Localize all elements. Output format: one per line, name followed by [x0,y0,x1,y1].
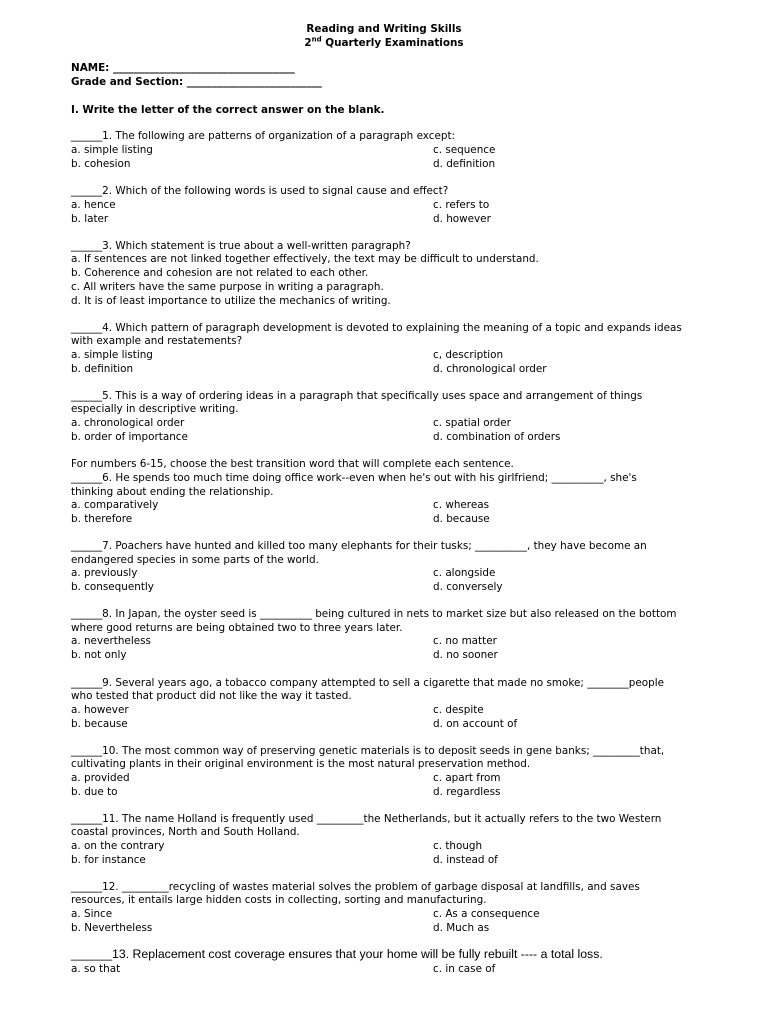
choice-c: c. no matter [433,635,497,647]
question-stem: ______4. Which pattern of paragraph development is devoted to explaining the meaning of a topic and expands ideas [71,322,682,334]
question-stem: ______5. This is a way of ordering ideas in a paragraph that specifically uses space and arrangement of things [71,390,643,402]
question-stem-cont: with example and restatements? [71,335,243,347]
choice-b: b. order of importance [71,431,188,443]
choice-a: a. comparatively [71,499,159,511]
question-stem: ______1. The following are patterns of organization of a paragraph except: [71,130,456,142]
choice-d: d. no sooner [433,649,498,661]
choice-b: b. therefore [71,513,133,525]
question-stem-cont: endangered species in some parts of the world. [71,554,319,566]
choice-d: d. regardless [433,786,501,798]
question-stem-cont: cultivating plants in their original environment is the most natural preservation method. [71,758,531,770]
choice-d: d. because [433,513,490,525]
question-stem: ______3. Which statement is true about a well-written paragraph? [71,240,411,252]
choice-d: d. definition [433,158,496,170]
question-stem: ______11. The name Holland is frequently used _________the Netherlands, but it actually refers to the two Western [71,813,662,825]
choice-d: d. chronological order [433,363,547,375]
choice-a: a. previously [71,567,138,579]
choice-c: c, description [433,349,504,361]
choice-c: c. spatial order [433,417,511,429]
choice-c: c. All writers have the same purpose in writing a paragraph. [71,281,384,293]
question-stem: ______2. Which of the following words is used to signal cause and effect? [71,185,449,197]
choice-a: a. simple listing [71,349,153,361]
choice-b: b. not only [71,649,127,661]
choice-b: b. consequently [71,581,154,593]
choice-a: a. nevertheless [71,635,151,647]
question-stem-cont: where good returns are being obtained two to three years later. [71,622,403,634]
exam-title: Reading and Writing Skills [306,23,462,35]
choice-d: d. combination of orders [433,431,561,443]
choice-d: d. It is of least importance to utilize the mechanics of writing. [71,295,391,307]
question-stem-cont: especially in descriptive writing. [71,403,239,415]
question-stem: ______7. Poachers have hunted and killed too many elephants for their tusks; __________, they have become an [71,540,647,552]
choice-a: a. provided [71,772,130,784]
question-stem: ______6. He spends too much time doing office work--even when he's out with his girlfriend; __________, she's [71,472,637,484]
choice-c: c. in case of [433,963,496,975]
subtitle-ordinal: 2 [304,37,312,49]
choice-d: d. instead of [433,854,498,866]
choice-a: a. If sentences are not linked together effectively, the text may be difficult to understand. [71,253,539,265]
choice-a: a. Since [71,908,113,920]
choice-b: b. because [71,718,128,730]
choice-a: a. so that [71,963,121,975]
question-stem: ______8. In Japan, the oyster seed is __________ being cultured in nets to market size but also released on the bottom [71,608,677,620]
subtitle-superscript: nd [311,35,322,44]
choice-d: d. however [433,213,491,225]
question-stem-cont: who tested that product did not like the way it tasted. [71,690,352,702]
choice-a: a. on the contrary [71,840,165,852]
question-stem: ______9. Several years ago, a tobacco company attempted to sell a cigarette that made no smoke; ________people [71,677,664,689]
question-stem: ______12. _________recycling of wastes material solves the problem of garbage disposal at landfills, and saves [71,881,640,893]
question-stem-cont: resources, it entails large hidden costs in collecting, sorting and manufacturing. [71,894,487,906]
choice-c: c. sequence [433,144,496,156]
exam-subtitle [0,36,768,50]
subtitle-text: Quarterly Examinations [321,37,464,49]
choice-c: c. apart from [433,772,501,784]
choice-c: c. though [433,840,483,852]
choice-a: a. simple listing [71,144,153,156]
question-stem-cont: thinking about ending the relationship. [71,486,274,498]
choice-d: d. Much as [433,922,490,934]
choice-b: b. due to [71,786,118,798]
question-stem: ______13. Replacement cost coverage ensures that your home will be fully rebuilt ---- a total loss. [71,947,603,961]
part2-instruction: For numbers 6-15, choose the best transition word that will complete each sentence. [71,458,514,470]
choice-c: c. despite [433,704,484,716]
choice-c: c. As a consequence [433,908,540,920]
question-stem-cont: coastal provinces, North and South Holland. [71,826,300,838]
name-field[interactable]: NAME: ___________________________________ [71,62,295,74]
choice-b: b. for instance [71,854,146,866]
choice-b: b. Nevertheless [71,922,153,934]
grade-section-field[interactable]: Grade and Section: __________________________ [71,76,322,88]
choice-d: d. conversely [433,581,503,593]
choice-a: a. chronological order [71,417,185,429]
question-stem: ______10. The most common way of preserving genetic materials is to deposit seeds in gene banks; _________that, [71,745,665,757]
choice-b: b. cohesion [71,158,131,170]
choice-a: a. hence [71,199,116,211]
choice-a: a. however [71,704,129,716]
part1-instruction: I. Write the letter of the correct answer on the blank. [71,104,385,116]
choice-c: c. whereas [433,499,490,511]
choice-d: d. on account of [433,718,518,730]
choice-c: c. refers to [433,199,490,211]
choice-c: c. alongside [433,567,496,579]
choice-b: b. definition [71,363,134,375]
choice-b: b. later [71,213,109,225]
choice-b: b. Coherence and cohesion are not related to each other. [71,267,369,279]
